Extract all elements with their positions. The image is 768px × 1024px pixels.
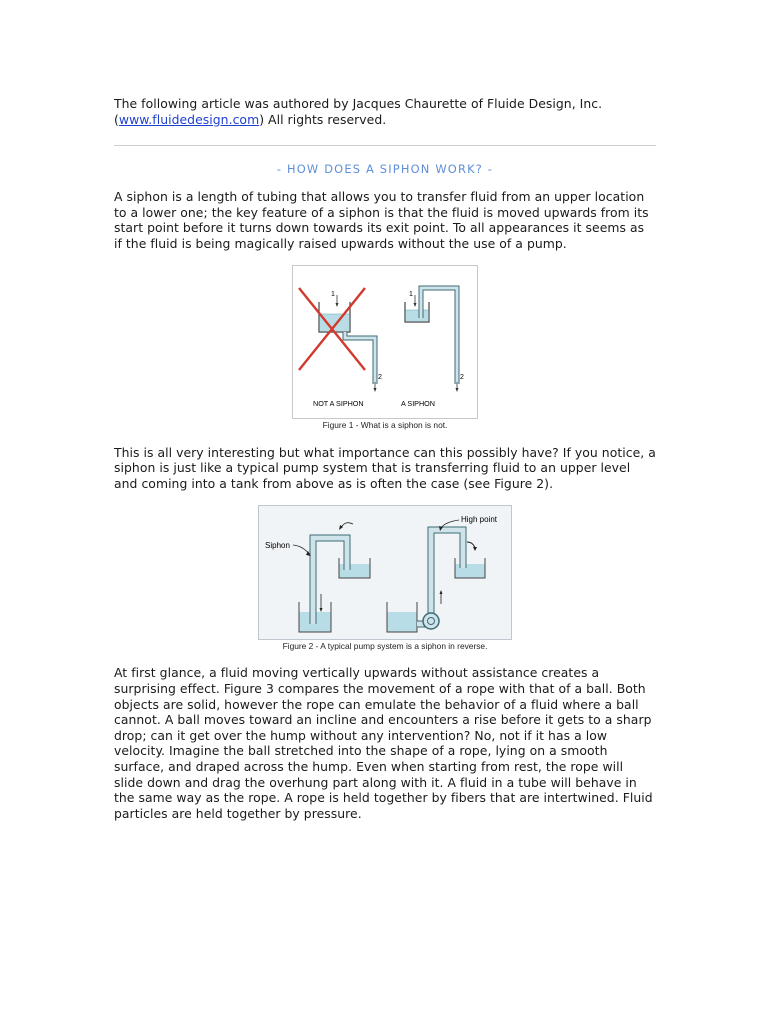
figure-1-caption: Figure 1 - What is a siphon is not.: [322, 419, 448, 430]
figure-2-diagram: [259, 506, 511, 639]
paragraph-second: This is all very interesting but what importance can this possibly have? If you notice, a siphon is just like a typical pump system that is transferring fluid to an upper level and coming into a tank from above as is often the case (see Figure 2).: [114, 444, 656, 491]
figure-2-caption: Figure 2 - A typical pump system is a siphon in reverse.: [282, 641, 488, 652]
label-not-siphon: NOT A SIPHON: [313, 398, 364, 408]
not-siphon-point-2: 2: [378, 373, 382, 381]
figure-1: [292, 265, 478, 431]
article: [114, 96, 656, 821]
attribution: [114, 96, 656, 127]
label-a-siphon: A SIPHON: [401, 398, 435, 408]
pump-icon: [423, 613, 439, 629]
siphon-diagram: [401, 288, 464, 408]
fluidedesign-link[interactable]: www.fluidedesign.com: [118, 111, 260, 127]
figure-1-frame: [292, 265, 478, 419]
not-siphon-diagram: [299, 288, 382, 408]
attribution-text: The following article was authored by Jacques Chaurette of Fluide Design, Inc.: [114, 96, 603, 111]
paragraph-third: At first glance, a fluid moving vertically upwards without assistance creates a surprising effect. Figure 3 compares the movement of a rope with that of a ball. Both objects are solid, however the rope can emulate the behavior of a fluid where a ball cannot. A ball moves toward an incline and encounters a rise before it gets to a sharp drop; can it get over the hump without any intervention? No, not if it has a low velocity. Imagine the ball stretched into the shape of a rope, lying on a smooth surface, and draped across the hump. Even when starting from rest, the rope will slide down and drag the overhung part along with it. A fluid in a tube will behave in the same way as the rope. A rope is held together by fibers that are intertwined. Fluid particles are held together by pressure.: [114, 665, 653, 821]
label-high-point: High point: [461, 515, 498, 525]
attribution-tail: ) All rights reserved.: [259, 111, 387, 127]
not-siphon-point-1: 1: [331, 290, 335, 298]
attribution-open-paren: (: [114, 111, 119, 127]
label-siphon: Siphon: [265, 541, 290, 551]
paragraph-intro: A siphon is a length of tubing that allows you to transfer fluid from an upper location to a lower one; the key feature of a siphon is that the fluid is moved upwards from its start point before it turns down towards its exit point. To all appearances it seems as if the fluid is being magically raised upwards without the use of a pump.: [114, 189, 649, 251]
siphon-point-1: 1: [409, 290, 413, 298]
divider: [114, 145, 656, 146]
siphon-system: [265, 523, 370, 632]
figure-1-diagram: [293, 266, 477, 418]
figure-2-frame: [258, 505, 512, 640]
figure-2: [258, 505, 512, 652]
pump-system: [387, 515, 498, 632]
siphon-point-2: 2: [460, 373, 464, 381]
section-title: - HOW DOES A SIPHON WORK? -: [276, 162, 494, 177]
